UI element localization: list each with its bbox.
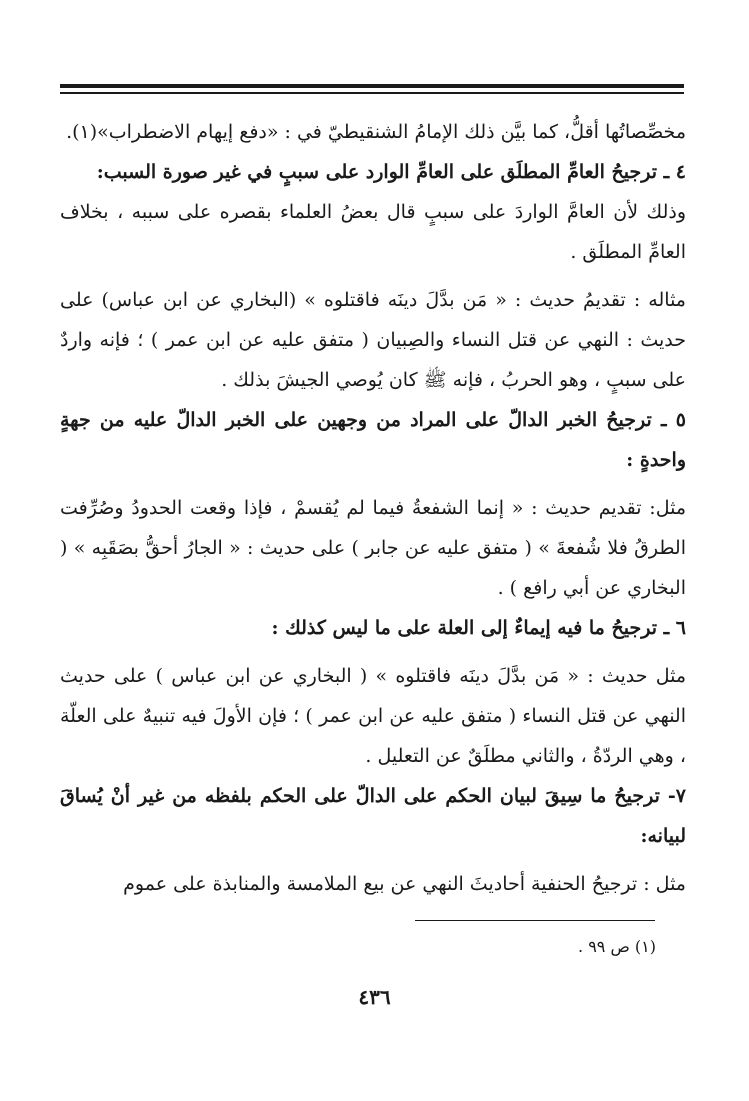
section-heading-6: ٦ ـ ترجيحُ ما فيه إيماءٌ إلى العلة على ما ليس كذلك : bbox=[271, 617, 686, 639]
spacer bbox=[60, 272, 686, 280]
header-rule-thick bbox=[60, 84, 684, 88]
text-line: مخصِّصاتُها أقلُّ، كما بيَّن ذلك الإمامُ الشنقيطيّ في : «دفع إيهام الاضطراب»(١). bbox=[66, 121, 686, 143]
paragraph: مثل : ترجيحُ الحنفية أحاديثَ النهي عن بيع الملامسة والمنابذة على عموم bbox=[123, 873, 686, 895]
paragraph: وذلك لأن العامَّ الواردَ على سببٍ قال بعضُ العلماء بقصره على سببه ، بخلاف العامِّ المطلَق . bbox=[60, 201, 686, 263]
paragraph: مثل حديث : « مَن بدَّلَ دينَه فاقتلوه » ( البخاري عن ابن عباس ) على حديث النهي عن قتل النساء ( متفق عليه عن ابن عمر ) ؛ فإن الأولَ فيه تنبيهٌ على العلّة ، وهي الردّةُ ، والثاني مطلَقٌ عن التعليل . bbox=[60, 665, 686, 767]
footnote: (١) ص ٩٩ . bbox=[578, 937, 656, 956]
spacer bbox=[60, 480, 686, 488]
section-heading-7: ٧- ترجيحُ ما سِيقَ لبيان الحكم على الدالّ على الحكم بلفظه من غير أنْ يُساقَ لبيانه: bbox=[60, 785, 686, 847]
header-rule-thin bbox=[60, 92, 684, 94]
spacer bbox=[60, 856, 686, 864]
section-heading-4: ٤ ـ ترجيحُ العامِّ المطلَق على العامِّ الوارد على سببٍ في غير صورة السبب: bbox=[96, 161, 686, 183]
paragraph: مثاله : تقديمُ حديث : « مَن بدَّلَ دينَه فاقتلوه » (البخاري عن ابن عباس) على حديث : النهي عن قتل النساء والصِبيان ( متفق عليه عن ابن عمر ) ؛ فإنه واردٌ على سببٍ ، وهو الحربُ ، فإنه ﷺ كان يُوصي الجيشَ بذلك . bbox=[60, 289, 686, 391]
paragraph: مثل: تقديم حديث : « إنما الشفعةُ فيما لم يُقسمْ ، فإذا وقعت الحدودُ وصُرِّفت الطرقُ فلا شُفعةَ » ( متفق عليه عن جابر ) على حديث : « الجارُ أحقُّ بصَقَبِه » ( البخاري عن أبي رافع ) . bbox=[60, 497, 686, 599]
page-number: ٤٣٦ bbox=[358, 985, 391, 1009]
page-body bbox=[60, 112, 686, 904]
spacer bbox=[60, 648, 686, 656]
section-heading-5: ٥ ـ ترجيحُ الخبر الدالّ على المراد من وجهين على الخبر الدالّ عليه من جهةٍ واحدةٍ : bbox=[60, 409, 686, 471]
footnote-rule bbox=[415, 920, 655, 921]
